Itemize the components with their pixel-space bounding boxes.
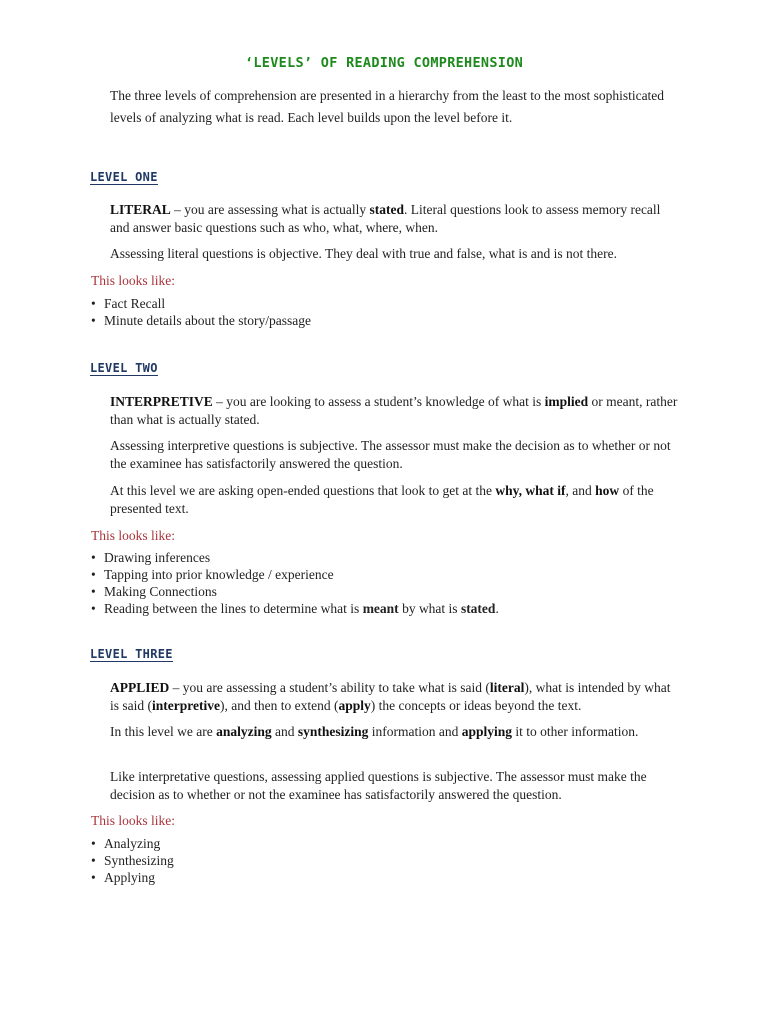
literal-definition <box>110 201 680 237</box>
text-span: by what is <box>398 601 461 616</box>
looks-like-label: This looks like: <box>91 273 175 288</box>
level-two-heading: LEVEL TWO <box>90 361 158 375</box>
list-item <box>90 600 499 617</box>
level-one-heading: LEVEL ONE <box>90 170 158 184</box>
applied-definition <box>110 679 680 715</box>
interpretive-definition <box>110 393 680 429</box>
bold-span: applying <box>461 724 513 739</box>
interpretive-term: INTERPRETIVE <box>110 394 213 409</box>
looks-like-label: This looks like: <box>91 813 175 828</box>
bold-span: implied <box>544 394 589 409</box>
list-item: • Synthesizing <box>90 852 174 869</box>
looks-like-label: This looks like: <box>91 528 175 543</box>
bold-span: stated <box>460 601 496 616</box>
level-three-heading: LEVEL THREE <box>90 647 173 661</box>
applied-subjective-note: Like interpretative questions, assessing applied questions is subjective. The assessor must make the decision as to whether or not the examinee has satisfactorily answered the question. <box>110 769 647 802</box>
text-span: ) the concepts or ideas beyond the text. <box>370 698 582 713</box>
level-one-bullets <box>90 295 311 329</box>
open-ended-note <box>110 482 680 518</box>
list-item: • Minute details about the story/passage <box>90 312 311 329</box>
literal-term: LITERAL <box>110 202 171 217</box>
text-span: it to other information. <box>512 724 639 739</box>
text-span: and <box>271 724 298 739</box>
intro-paragraph: The three levels of comprehension are presented in a hierarchy from the least to the most sophisticated levels of analyzing what is read. Each level builds upon the level before it. <box>110 88 665 125</box>
text-span: – you are assessing what is actually <box>170 202 370 217</box>
bold-span: synthesizing <box>297 724 369 739</box>
text-span: . <box>495 601 499 616</box>
applied-term: APPLIED <box>110 680 170 695</box>
list-item: • Making Connections <box>90 583 499 600</box>
interpretive-subjective-note: Assessing interpretive questions is subjective. The assessor must make the decision as to whether or not the examinee has satisfactorily answered the question. <box>110 438 671 471</box>
bold-span: literal <box>489 680 525 695</box>
bold-span: apply <box>338 698 371 713</box>
text-span: In this level we are <box>110 724 217 739</box>
bold-span: meant <box>362 601 399 616</box>
text-span: of the presented text. <box>110 483 654 516</box>
text-span: . Literal questions look to assess memory recall and answer basic questions such as who, what, where, when. <box>110 202 661 235</box>
level-three-bullets <box>90 835 174 886</box>
applied-analyzing-note <box>110 723 680 741</box>
literal-objective-note: Assessing literal questions is objective. They deal with true and false, what is and is not there. <box>110 246 618 261</box>
text-span: – you are looking to assess a student’s knowledge of what is <box>212 394 545 409</box>
bold-span: stated <box>369 202 404 217</box>
text-span: At this level we are asking open-ended questions that look to get at the <box>110 483 496 498</box>
bold-span: how <box>595 483 620 498</box>
list-item: • Applying <box>90 869 174 886</box>
document-title: ‘LEVELS’ OF READING COMPREHENSION <box>244 55 524 71</box>
text-span: , and <box>565 483 596 498</box>
list-item: • Analyzing <box>90 835 174 852</box>
text-span: information and <box>368 724 462 739</box>
text-span: or meant, rather than what is actually stated. <box>110 394 678 427</box>
bold-span: interpretive <box>152 698 220 713</box>
text-span: – you are assessing a student’s ability to take what is said ( <box>169 680 490 695</box>
list-item: • Fact Recall <box>90 295 311 312</box>
text-span: Reading between the lines to determine what is <box>104 601 363 616</box>
list-item: • Tapping into prior knowledge / experience <box>90 566 499 583</box>
level-two-bullets <box>90 549 499 617</box>
text-span: ), what is intended by what is said ( <box>110 680 671 713</box>
bold-span: why, what if <box>495 483 566 498</box>
list-item: • Drawing inferences <box>90 549 499 566</box>
text-span: ), and then to extend ( <box>219 698 339 713</box>
bold-span: analyzing <box>216 724 272 739</box>
